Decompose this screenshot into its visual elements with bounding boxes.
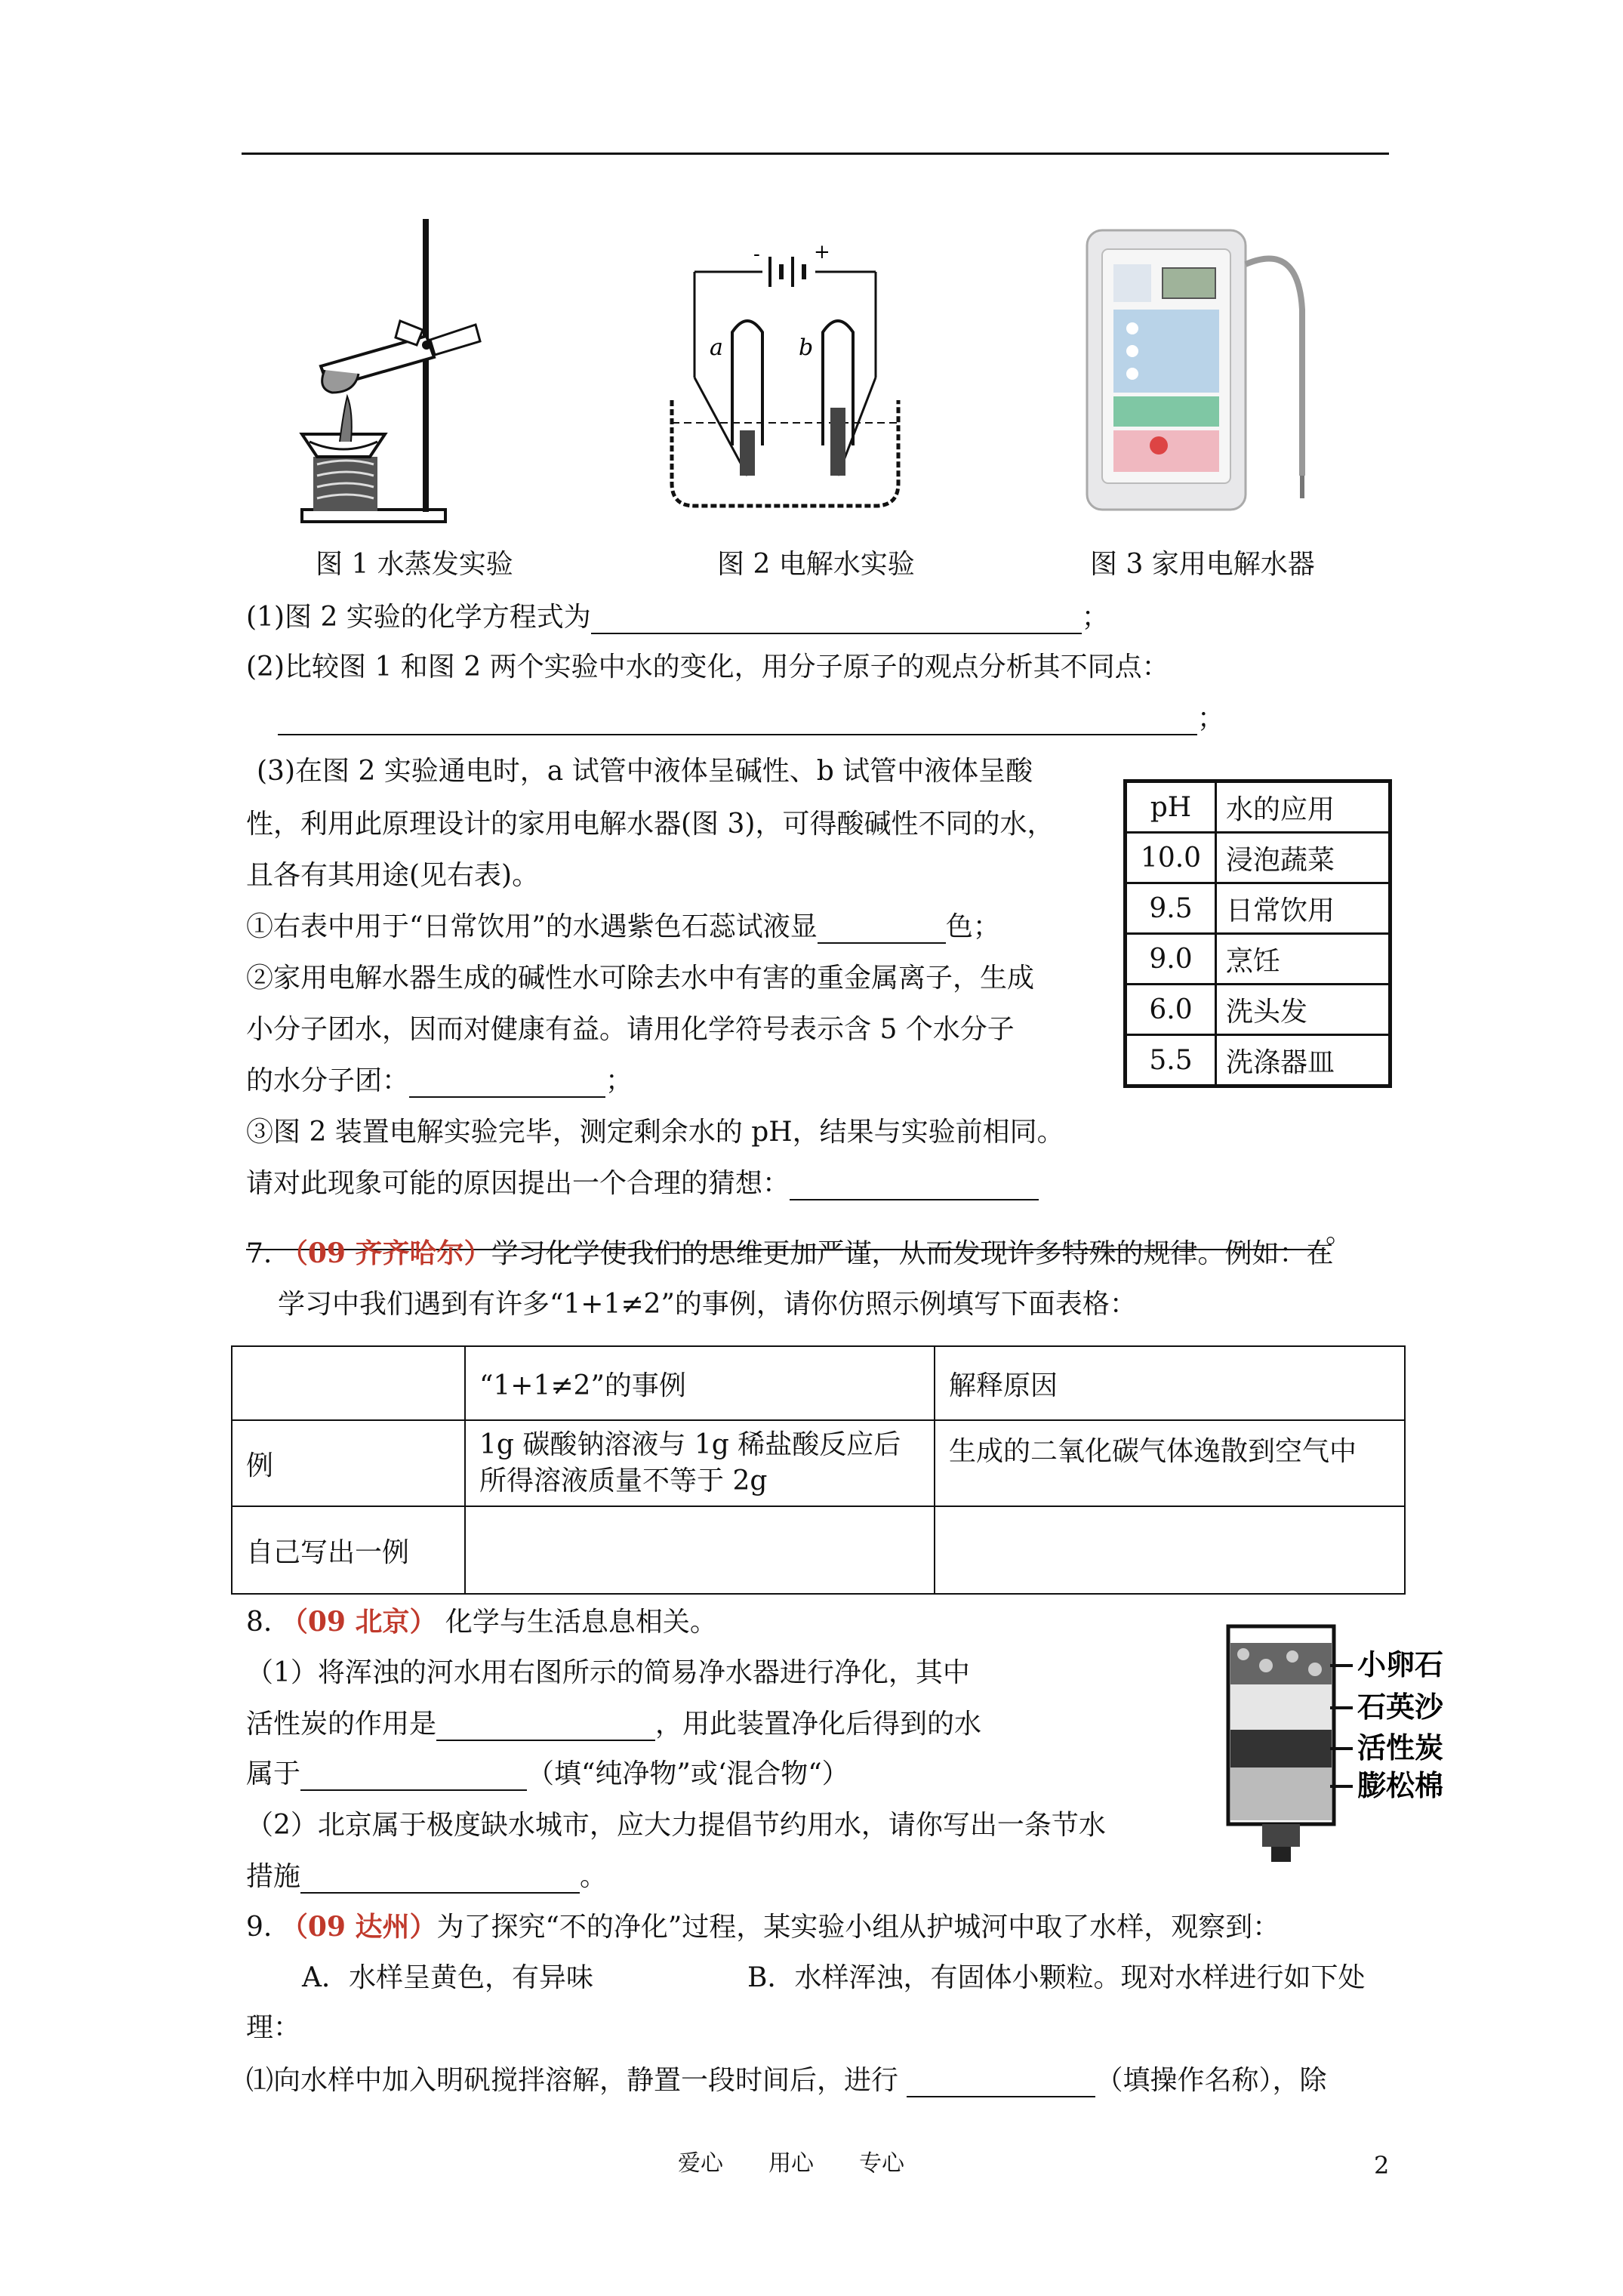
figure-1-image xyxy=(294,208,544,532)
q8-part1-line2: 活性炭的作用是 ，用此装置净化后得到的水 xyxy=(246,1709,982,1740)
q6-sub1: ①右表中用于“日常饮用”的水遇紫色石蕊试液显 色； xyxy=(246,911,1000,942)
q8-part1-line1: （1）将浑浊的河水用右图所示的简易净水器进行净化，其中 xyxy=(246,1657,970,1688)
tube-label-b: b xyxy=(799,334,814,361)
figure-3-caption: 图 3 家用电解水器 xyxy=(1090,549,1315,580)
ph-row xyxy=(1126,985,1390,1035)
q6-part2-answer: ； xyxy=(278,702,1224,735)
filter-label-pebbles: 小卵石 xyxy=(1357,1647,1444,1681)
q9-option-a: A．水样呈黄色，有异味 xyxy=(302,1962,593,1993)
q7-line1: 7. （09 齐齐哈尔）学习化学使我们的思维更加严谨，从而发现许多特殊的规律。例如：在 xyxy=(246,1237,1334,1269)
ph-use: 浸泡蔬菜 xyxy=(1216,833,1390,883)
q7-row2-label: 自己写出一例 xyxy=(232,1506,465,1594)
tube-label-a: a xyxy=(710,334,723,361)
filter-label-sand: 石英沙 xyxy=(1357,1690,1444,1724)
q6-sub3-line2: 请对此现象可能的原因提出一个合理的猜想： xyxy=(246,1167,1039,1200)
q9-line3: 理： xyxy=(246,2012,301,2043)
ph-value: 10.0 xyxy=(1126,833,1216,883)
figure-2-image xyxy=(664,227,913,513)
ph-row xyxy=(1126,1035,1390,1086)
plus-sign: + xyxy=(814,241,830,264)
q7-header-reason: 解释原因 xyxy=(935,1346,1405,1420)
ph-value: 5.5 xyxy=(1126,1035,1216,1086)
ph-value: 9.5 xyxy=(1126,883,1216,934)
q7-row-example xyxy=(232,1420,1405,1506)
q6-sub2-blank[interactable] xyxy=(409,1072,605,1098)
q9-part1: ⑴向水样中加入明矾搅拌溶解，静置一段时间后，进行 （填操作名称），除 xyxy=(246,2065,1327,2096)
q9-option-b: B．水样浑浊，有固体小颗粒。现对水样进行如下处 xyxy=(747,1962,1366,1993)
q6-part3-line3: 且各有其用途(见右表)。 xyxy=(246,860,540,891)
q6-sub2-line2: 小分子团水，因而对健康有益。请用化学符号表示含 5 个水分子 xyxy=(246,1014,1015,1045)
q8-part2-line2: 措施 。 xyxy=(246,1861,608,1892)
q7-row-own xyxy=(232,1506,1405,1594)
q7-line2: 学习中我们遇到有许多“1+1≠2”的事例，请你仿照示例填写下面表格： xyxy=(278,1289,1137,1320)
q7-row1-example: 1g 碳酸钠溶液与 1g 稀盐酸反应后 所得溶液质量不等于 2g xyxy=(465,1420,935,1506)
water-filter-figure xyxy=(1217,1620,1474,1869)
q9-part1-blank[interactable] xyxy=(907,2072,1095,2097)
ph-table-header xyxy=(1126,781,1390,833)
q7-header-example: “1+1≠2”的事例 xyxy=(465,1346,935,1420)
ph-row xyxy=(1126,883,1390,934)
figure-3-image xyxy=(1072,219,1321,517)
ph-use: 日常饮用 xyxy=(1216,883,1390,934)
ph-row xyxy=(1126,934,1390,985)
page-number: 2 xyxy=(1374,2151,1390,2180)
q6-part1-blank[interactable] xyxy=(591,609,1082,634)
q6-sub3-blank-a[interactable] xyxy=(790,1175,1039,1200)
ph-table xyxy=(1123,779,1392,1088)
ph-use: 洗头发 xyxy=(1216,985,1390,1035)
ph-value: 6.0 xyxy=(1126,985,1216,1035)
ph-use: 洗涤器皿 xyxy=(1216,1035,1390,1086)
q8-part1-line3: 属于 （填“纯净物”或‘混合物“） xyxy=(246,1758,849,1789)
q8-source: （09 北京） xyxy=(280,1606,437,1638)
q6-sub2-line1: ②家用电解水器生成的碱性水可除去水中有害的重金属离子，生成 xyxy=(246,963,1035,994)
ph-use: 烹饪 xyxy=(1216,934,1390,985)
ph-value: 9.0 xyxy=(1126,934,1216,985)
figure-2-caption: 图 2 电解水实验 xyxy=(717,549,915,580)
q9-line1: 9. （09 达州）为了探究“不的净化”过程，某实验小组从护城河中取了水样，观察到： xyxy=(246,1911,1280,1943)
filter-label-carbon: 活性炭 xyxy=(1357,1730,1444,1764)
q6-part2-blank[interactable] xyxy=(278,710,1197,735)
q6-sub2-line3: 的水分子团： ； xyxy=(246,1065,633,1096)
filter-label-cotton: 膨松棉 xyxy=(1357,1768,1444,1802)
q8-part1-blank-a[interactable] xyxy=(436,1715,655,1741)
q6-sub1-blank[interactable] xyxy=(818,918,946,944)
q7-row2-example[interactable] xyxy=(465,1506,935,1594)
q7-row1-reason: 生成的二氧化碳气体逸散到空气中 xyxy=(935,1420,1405,1506)
q9-source: （09 达州） xyxy=(280,1911,437,1943)
q6-sub3-line1: ③图 2 装置电解实验完毕，测定剩余水的 pH，结果与实验前相同。 xyxy=(246,1117,1064,1148)
q7-header-blank xyxy=(232,1346,465,1420)
header-rule xyxy=(242,153,1389,155)
q7-source: （09 齐齐哈尔） xyxy=(280,1237,491,1269)
ph-row xyxy=(1126,833,1390,883)
q6-part3-line2: 性，利用此原理设计的家用电解水器(图 3)，可得酸碱性不同的水， xyxy=(246,809,1055,840)
figure-1-caption: 图 1 水蒸发实验 xyxy=(316,549,513,580)
q7-table-header xyxy=(232,1346,1405,1420)
q7-row2-reason[interactable] xyxy=(935,1506,1405,1594)
ph-header: pH xyxy=(1126,781,1216,833)
q6-part2: (2)比较图 1 和图 2 两个实验中水的变化，用分子原子的观点分析其不同点： xyxy=(246,652,1169,683)
q6-part3-line1: (3)在图 2 实验通电时，a 试管中液体呈碱性、b 试管中液体呈酸 xyxy=(257,756,1033,787)
q6-part1: (1)图 2 实验的化学方程式为 ； xyxy=(246,602,1109,633)
q8-part2-line1: （2）北京属于极度缺水城市，应大力提倡节约用水，请你写出一条节水 xyxy=(246,1810,1106,1841)
q8-part1-blank-b[interactable] xyxy=(300,1765,527,1791)
minus-sign: - xyxy=(753,243,760,266)
footer-motto: 爱心 用心 专心 xyxy=(678,2150,904,2177)
q7-table xyxy=(231,1345,1406,1595)
q8-part2-blank[interactable] xyxy=(300,1868,580,1894)
use-header: 水的应用 xyxy=(1216,781,1390,833)
q7-row1-label: 例 xyxy=(232,1420,465,1506)
q8-title: 8. （09 北京） 化学与生活息息相关。 xyxy=(246,1606,717,1638)
q6-sub3-line3: 。 xyxy=(246,1217,1353,1250)
